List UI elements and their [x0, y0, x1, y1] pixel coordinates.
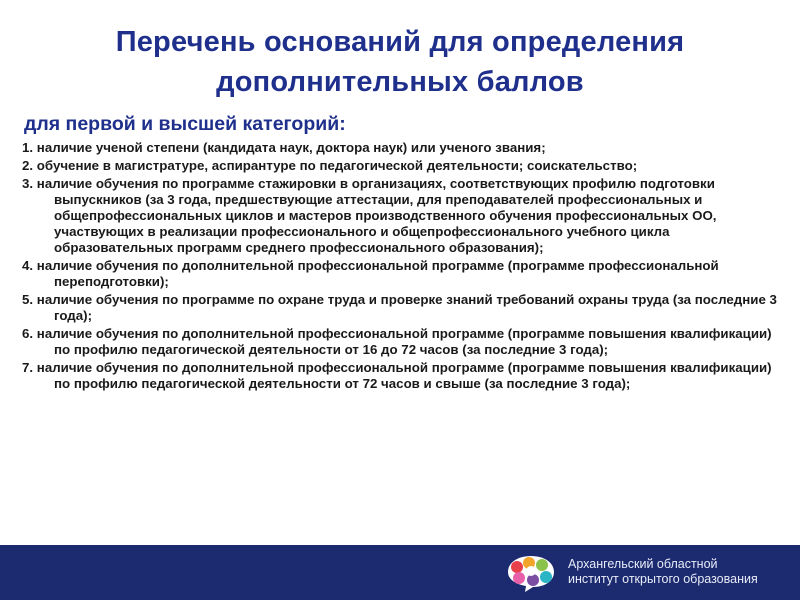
list-item: 1. наличие ученой степени (кандидата наук, доктора наук) или ученого звания; — [22, 140, 546, 155]
title-line-2: дополнительных баллов — [216, 66, 584, 98]
footer-bar — [0, 545, 800, 600]
list-item: 4. наличие обучения по дополнительной профессиональной программе (программе профессиональной переподготовки); — [22, 258, 719, 289]
list-item: 5. наличие обучения по программе по охране труда и проверке знаний требований охраны труда (за последние 3 года); — [22, 292, 777, 323]
organization-name — [568, 557, 758, 587]
list-item: 2. обучение в магистратуре, аспирантуре по педагогической деятельности; соискательство; — [22, 158, 638, 173]
speech-bubble-logo-icon — [505, 553, 557, 593]
list-item: 7. наличие обучения по дополнительной профессиональной программе (программе повышения квалификации) по профилю педагогической деятельности от 72 часов и свыше (за последние 3 года); — [22, 360, 772, 391]
list-item: 6. наличие обучения по дополнительной профессиональной программе (программе повышения квалификации) по профилю педагогической деятельности от 16 до 72 часов (за последние 3 года); — [22, 326, 772, 357]
category-subtitle: для первой и высшей категорий: — [24, 113, 346, 135]
organization-name-line-1: Архангельский областной — [568, 557, 718, 571]
title-line-1: Перечень оснований для определения — [115, 26, 685, 58]
organization-name-line-2: институт открытого образования — [568, 572, 758, 586]
list-item: 3. наличие обучения по программе стажировки в организациях, соответствующих профилю подготовки выпускников (за 3 года, предшествующие аттестации, для преподавателей профессиональных и общепрофессиональных циклов и мастеров производственного обучения профессиональных ОО, участвующих в реализации профессионального и общепрофессионального учебного цикла образовательных программ среднего профессионального образования); — [22, 176, 717, 255]
slide-title — [0, 22, 800, 102]
criteria-list — [22, 140, 782, 394]
